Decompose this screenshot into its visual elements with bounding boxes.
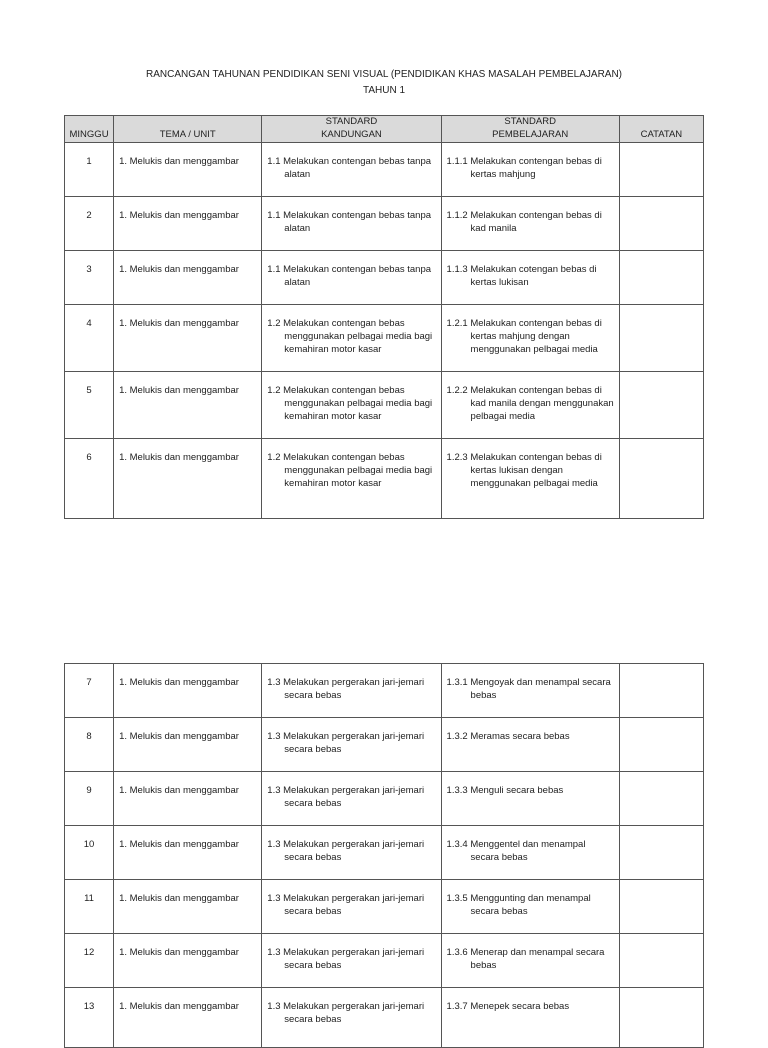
standard-kandungan-cell-text: 1.3 Melakukan pergerakan jari-jemari secara bebas [267,731,425,755]
header-kandungan-line1: STANDARD [325,116,378,127]
catatan-cell [619,197,703,251]
table-header-row [65,116,704,143]
tema-cell [114,664,262,718]
standard-pembelajaran-cell-text: 1.3.4 Menggentel dan menampal secara bebas [446,839,586,863]
tema-cell [114,372,262,439]
week-cell [65,880,114,934]
catatan-cell [619,826,703,880]
week-cell-text: 4 [86,318,92,329]
week-cell-text: 9 [86,785,92,796]
table-row [65,718,704,772]
standard-kandungan-cell [262,251,441,305]
week-cell-text: 3 [86,264,92,275]
week-cell [65,664,114,718]
standard-pembelajaran-cell-text: 1.2.1 Melakukan contengan bebas di kertas mahjung dengan menggunakan pelbagai media [446,318,602,355]
standard-pembelajaran-cell-text: 1.3.6 Menerap dan menampal secara bebas [446,947,605,971]
standard-kandungan-cell [262,372,441,439]
standard-kandungan-cell [262,772,441,826]
table-row [65,439,704,519]
tema-cell-text: 1. Melukis dan menggambar [119,210,239,221]
table-row [65,251,704,305]
week-cell [65,934,114,988]
week-cell [65,372,114,439]
header-pembelajaran-line1: STANDARD [504,116,556,127]
plan-table-page-1 [64,115,704,519]
tema-cell [114,143,262,197]
table-row [65,772,704,826]
catatan-cell [619,372,703,439]
standard-kandungan-cell-text: 1.3 Melakukan pergerakan jari-jemari secara bebas [267,947,425,971]
table-row [65,880,704,934]
table-row [65,372,704,439]
tema-cell-text: 1. Melukis dan menggambar [119,731,239,742]
week-cell [65,826,114,880]
week-cell-text: 7 [86,677,92,688]
tema-cell [114,718,262,772]
week-cell-text: 1 [86,156,92,167]
standard-kandungan-cell [262,143,441,197]
tema-cell [114,197,262,251]
tema-cell-text: 1. Melukis dan menggambar [119,156,239,167]
catatan-cell [619,718,703,772]
standard-pembelajaran-cell [441,772,619,826]
standard-kandungan-cell-text: 1.1 Melakukan contengan bebas tanpa alatan [267,156,432,180]
tema-cell [114,826,262,880]
standard-kandungan-cell [262,718,441,772]
standard-pembelajaran-cell [441,718,619,772]
standard-pembelajaran-cell [441,251,619,305]
catatan-cell [619,934,703,988]
week-cell-text: 10 [83,839,95,850]
tema-cell-text: 1. Melukis dan menggambar [119,947,239,958]
tema-cell-text: 1. Melukis dan menggambar [119,893,239,904]
standard-kandungan-cell [262,934,441,988]
week-cell-text: 13 [83,1001,95,1012]
standard-pembelajaran-cell [441,372,619,439]
standard-pembelajaran-cell-text: 1.1.1 Melakukan contengan bebas di kertas mahjung [446,156,602,180]
standard-kandungan-cell [262,197,441,251]
standard-kandungan-cell-text: 1.3 Melakukan pergerakan jari-jemari secara bebas [267,893,425,917]
standard-pembelajaran-cell [441,305,619,372]
table-row [65,664,704,718]
standard-pembelajaran-cell-text: 1.2.2 Melakukan contengan bebas di kad manila dengan menggunakan pelbagai media [446,385,614,422]
tema-cell-text: 1. Melukis dan menggambar [119,1001,239,1012]
document-subtitle: TAHUN 1 [362,85,406,96]
tema-cell-text: 1. Melukis dan menggambar [119,264,239,275]
week-cell [65,197,114,251]
table-row [65,305,704,372]
standard-kandungan-cell-text: 1.2 Melakukan contengan bebas menggunakan pelbagai media bagi kemahiran motor kasar [267,318,433,355]
week-cell [65,305,114,372]
standard-pembelajaran-cell [441,880,619,934]
week-cell-text: 5 [86,385,92,396]
week-cell [65,772,114,826]
standard-kandungan-cell [262,664,441,718]
standard-pembelajaran-cell-text: 1.3.2 Meramas secara bebas [446,731,570,742]
tema-cell [114,880,262,934]
standard-pembelajaran-cell [441,664,619,718]
week-cell-text: 11 [84,893,94,904]
catatan-cell [619,143,703,197]
week-cell-text: 8 [86,731,92,742]
tema-cell [114,439,262,519]
standard-kandungan-cell-text: 1.1 Melakukan contengan bebas tanpa alatan [267,264,432,288]
standard-kandungan-cell-text: 1.2 Melakukan contengan bebas menggunakan pelbagai media bagi kemahiran motor kasar [267,385,433,422]
standard-kandungan-cell-text: 1.3 Melakukan pergerakan jari-jemari secara bebas [267,839,425,863]
week-cell-text: 6 [86,452,92,463]
plan-table-page-2 [64,663,704,1048]
tema-cell-text: 1. Melukis dan menggambar [119,785,239,796]
standard-pembelajaran-cell-text: 1.3.3 Menguli secara bebas [446,785,564,796]
catatan-cell [619,664,703,718]
catatan-cell [619,439,703,519]
week-cell [65,988,114,1048]
standard-pembelajaran-cell-text: 1.3.5 Menggunting dan menampal secara bebas [446,893,591,917]
standard-kandungan-cell-text: 1.3 Melakukan pergerakan jari-jemari secara bebas [267,1001,425,1025]
tema-cell-text: 1. Melukis dan menggambar [119,318,239,329]
standard-pembelajaran-cell-text: 1.1.3 Melakukan cotengan bebas di kertas lukisan [446,264,597,288]
standard-kandungan-cell [262,305,441,372]
tema-cell-text: 1. Melukis dan menggambar [119,452,239,463]
week-cell [65,718,114,772]
standard-pembelajaran-cell [441,197,619,251]
table-row [65,934,704,988]
standard-kandungan-cell-text: 1.3 Melakukan pergerakan jari-jemari secara bebas [267,785,425,809]
week-cell-text: 12 [83,947,95,958]
standard-pembelajaran-cell [441,439,619,519]
standard-pembelajaran-cell-text: 1.2.3 Melakukan contengan bebas di kertas lukisan dengan menggunakan pelbagai media [446,452,602,489]
tema-cell [114,934,262,988]
document-title: RANCANGAN TAHUNAN PENDIDIKAN SENI VISUAL (PENDIDIKAN KHAS MASALAH PEMBELAJARAN) [145,69,623,80]
header-pembelajaran-line2: PEMBELAJARAN [492,128,569,140]
table-row [65,988,704,1048]
catatan-cell [619,988,703,1048]
header-tema: TEMA / UNIT [114,116,262,143]
header-standard-kandungan [262,116,441,143]
catatan-cell [619,251,703,305]
table-row [65,197,704,251]
tema-cell [114,305,262,372]
header-kandungan-line2: KANDUNGAN [321,128,382,140]
catatan-cell [619,772,703,826]
week-cell [65,143,114,197]
standard-kandungan-cell [262,439,441,519]
standard-pembelajaran-cell-text: 1.3.1 Mengoyak dan menampal secara bebas [446,677,611,701]
standard-kandungan-cell-text: 1.1 Melakukan contengan bebas tanpa alatan [267,210,432,234]
tema-cell [114,772,262,826]
standard-kandungan-cell [262,880,441,934]
week-cell [65,251,114,305]
week-cell-text: 2 [86,210,92,221]
table-row [65,826,704,880]
standard-pembelajaran-cell-text: 1.3.7 Menepek secara bebas [446,1001,570,1012]
standard-pembelajaran-cell-text: 1.1.2 Melakukan contengan bebas di kad manila [446,210,602,234]
catatan-cell [619,880,703,934]
header-catatan: CATATAN [619,116,703,143]
standard-kandungan-cell [262,826,441,880]
week-cell [65,439,114,519]
tema-cell-text: 1. Melukis dan menggambar [119,839,239,850]
standard-pembelajaran-cell [441,988,619,1048]
catatan-cell [619,305,703,372]
standard-pembelajaran-cell [441,934,619,988]
standard-kandungan-cell [262,988,441,1048]
tema-cell-text: 1. Melukis dan menggambar [119,385,239,396]
standard-pembelajaran-cell [441,143,619,197]
header-minggu: MINGGU [65,116,114,143]
tema-cell-text: 1. Melukis dan menggambar [119,677,239,688]
tema-cell [114,988,262,1048]
standard-kandungan-cell-text: 1.3 Melakukan pergerakan jari-jemari secara bebas [267,677,425,701]
standard-kandungan-cell-text: 1.2 Melakukan contengan bebas menggunakan pelbagai media bagi kemahiran motor kasar [267,452,433,489]
header-standard-pembelajaran [441,116,619,143]
tema-cell [114,251,262,305]
table-row [65,143,704,197]
standard-pembelajaran-cell [441,826,619,880]
